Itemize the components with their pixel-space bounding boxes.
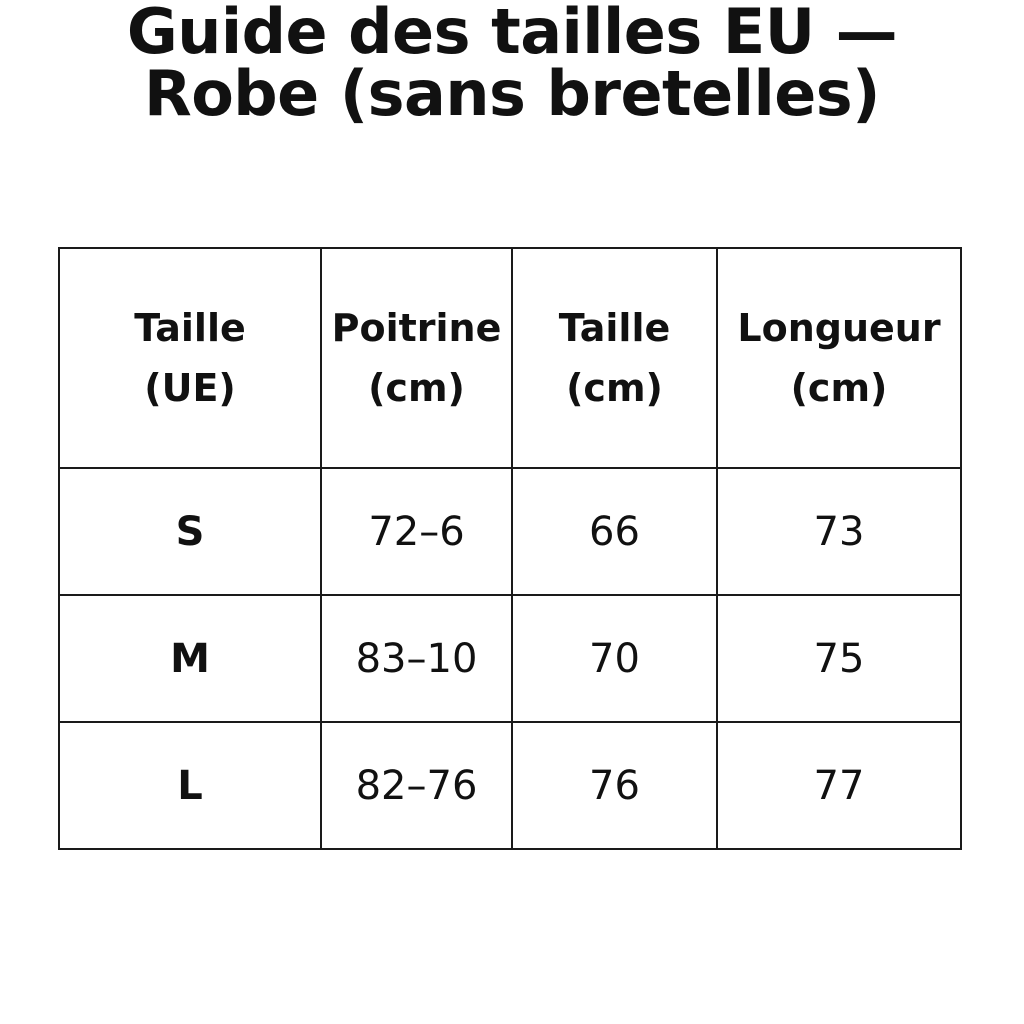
table-row — [59, 595, 961, 722]
cell-length: 77 — [717, 722, 961, 849]
title-line-1: Guide des tailles EU — — [126, 0, 898, 68]
header-label: Taille — [134, 306, 246, 350]
header-unit: (cm) — [368, 366, 465, 410]
header-waist — [512, 248, 717, 468]
header-unit: (UE) — [144, 366, 236, 410]
cell-bust: 72–6 — [321, 468, 512, 595]
header-unit: (cm) — [566, 366, 663, 410]
cell-bust: 83–10 — [321, 595, 512, 722]
title-line-2: Robe (sans bretelles) — [143, 57, 881, 130]
header-label: Poitrine — [331, 306, 502, 350]
header-size-eu — [59, 248, 321, 468]
table-row — [59, 722, 961, 849]
size-chart-table — [58, 247, 962, 850]
cell-length: 73 — [717, 468, 961, 595]
cell-waist: 70 — [512, 595, 717, 722]
cell-size: S — [59, 468, 321, 595]
header-label: Taille — [558, 306, 671, 350]
page-title — [0, 0, 1024, 130]
header-label: Longueur — [737, 306, 941, 350]
cell-size: M — [59, 595, 321, 722]
header-bust — [321, 248, 512, 468]
cell-length: 75 — [717, 595, 961, 722]
cell-waist: 76 — [512, 722, 717, 849]
header-length — [717, 248, 961, 468]
cell-bust: 82–76 — [321, 722, 512, 849]
table-header-row — [59, 248, 961, 468]
cell-waist: 66 — [512, 468, 717, 595]
header-unit: (cm) — [790, 366, 888, 410]
table-row — [59, 468, 961, 595]
cell-size: L — [59, 722, 321, 849]
